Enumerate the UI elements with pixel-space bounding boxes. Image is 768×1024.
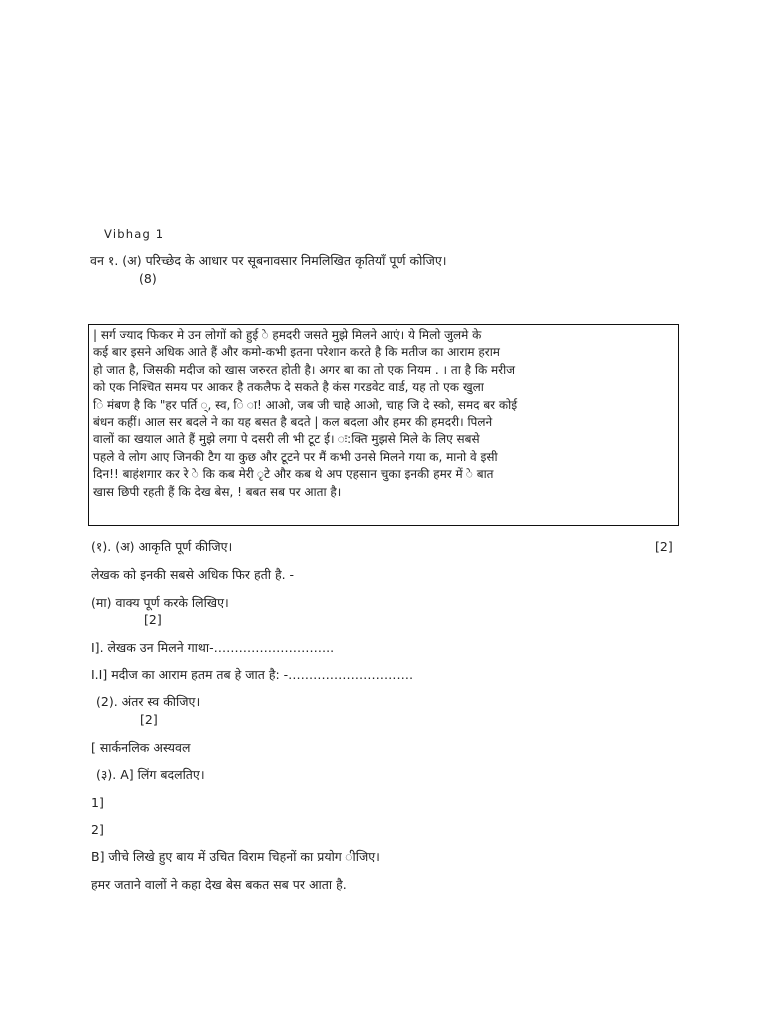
q1b-label: (मा) वाक्य पूर्ण करके लिखिए। (91, 595, 229, 610)
q2-marks: [2] (140, 712, 158, 727)
q1a-marks: [2] (655, 539, 673, 554)
q2-label: (2). अंतर स्व कीजिए। (96, 694, 201, 709)
q3-label: (३). A] लिंग बदलतिए। (96, 767, 205, 782)
passage-line: ि मंबण है कि "हर पर्ति ्, स्व, ि ा! आओ, जब जी चाहे आओ, चाह जि दे स्को, समद बर कोई (93, 397, 518, 412)
passage-line: बंधन कहीं। आल सर बदले ने का यह बसत है बदते | कल बदला और हमर की हमदरी। पिलने (93, 415, 493, 430)
q3b-sentence: हमर जताने वालों ने कहा देख बेस बकत सब पर आता है. (91, 877, 347, 892)
passage-box (88, 324, 679, 526)
passage-line: पहले वे लोग आए जिनकी टैग या कुछ और टूटने पर मैं कभी उनसे मिलने गया क, मानो वे इसी (93, 449, 498, 464)
passage-line: हो जात है, जिसकी मदीज को खास जरुरत होती है। अगर बा का तो एक नियम . । ता है कि मरीज (93, 362, 516, 377)
q1a-label: (१). (अ) आकृति पूर्ण कीजिए। (91, 539, 233, 554)
passage-line: | सर्ग ज्याद फिकर मे उन लोगों को हुई े हमदरी जसते मुझे मिलने आएं। ये मिलो जुलमे के (93, 328, 482, 342)
passage-line: खास छिपी रहती हैं कि देख बेस, ! बबत सब पर आता है। (93, 484, 342, 499)
q1b-marks: [2] (144, 612, 162, 627)
q1b-item-1: I]. लेखक उन मिलने गाथा-……………………….. (91, 640, 335, 655)
passage-line: वालों का खयाल आते हैं मुझे लगा पे दसरी ली भी टूट ई। ः:क्ति मुझसे मिले के लिए सबसे (93, 432, 480, 447)
passage-line: कई बार इसने अधिक आते हैं और कमो-कभी इतना परेशान करते है कि मतीज का आराम हराम (93, 345, 500, 360)
q3b-label: B] जीचे लिखे हुए बाय में उचित विराम चिहनों का प्रयोग ीजिए। (91, 849, 380, 864)
passage-line: दिन!! बाहंशगार कर रे े कि कब मेरी ृटे और कब थे अप एहसान चुका इनकी हमर में े बात (93, 467, 494, 482)
passage-text (93, 327, 675, 501)
question1-instruction: वन १. (अ) परिच्छेद के आधार पर सूबनावसार निमलिखित कृतियाँ पूर्ण कोजिए। (90, 253, 447, 268)
q3-item-2: 2] (91, 822, 104, 837)
q3-item-1: 1] (91, 795, 104, 810)
question1-marks: (8) (139, 271, 157, 286)
passage-line: को एक निश्चित समय पर आकर है तकलैफ दे सकते है कंस गरडवेट वार्ड, यह तो एक खुला (93, 380, 484, 395)
section2-heading: [ सार्कनलिक अस्यवल (91, 740, 191, 755)
section-heading: Vibhag 1 (104, 227, 165, 241)
q1b-item-2: I.I] मदीज का आराम हतम तब हे जात है: -………………………… (91, 667, 414, 682)
q1a-line: लेखक को इनकी सबसे अधिक फिर हती है. - (91, 567, 295, 582)
